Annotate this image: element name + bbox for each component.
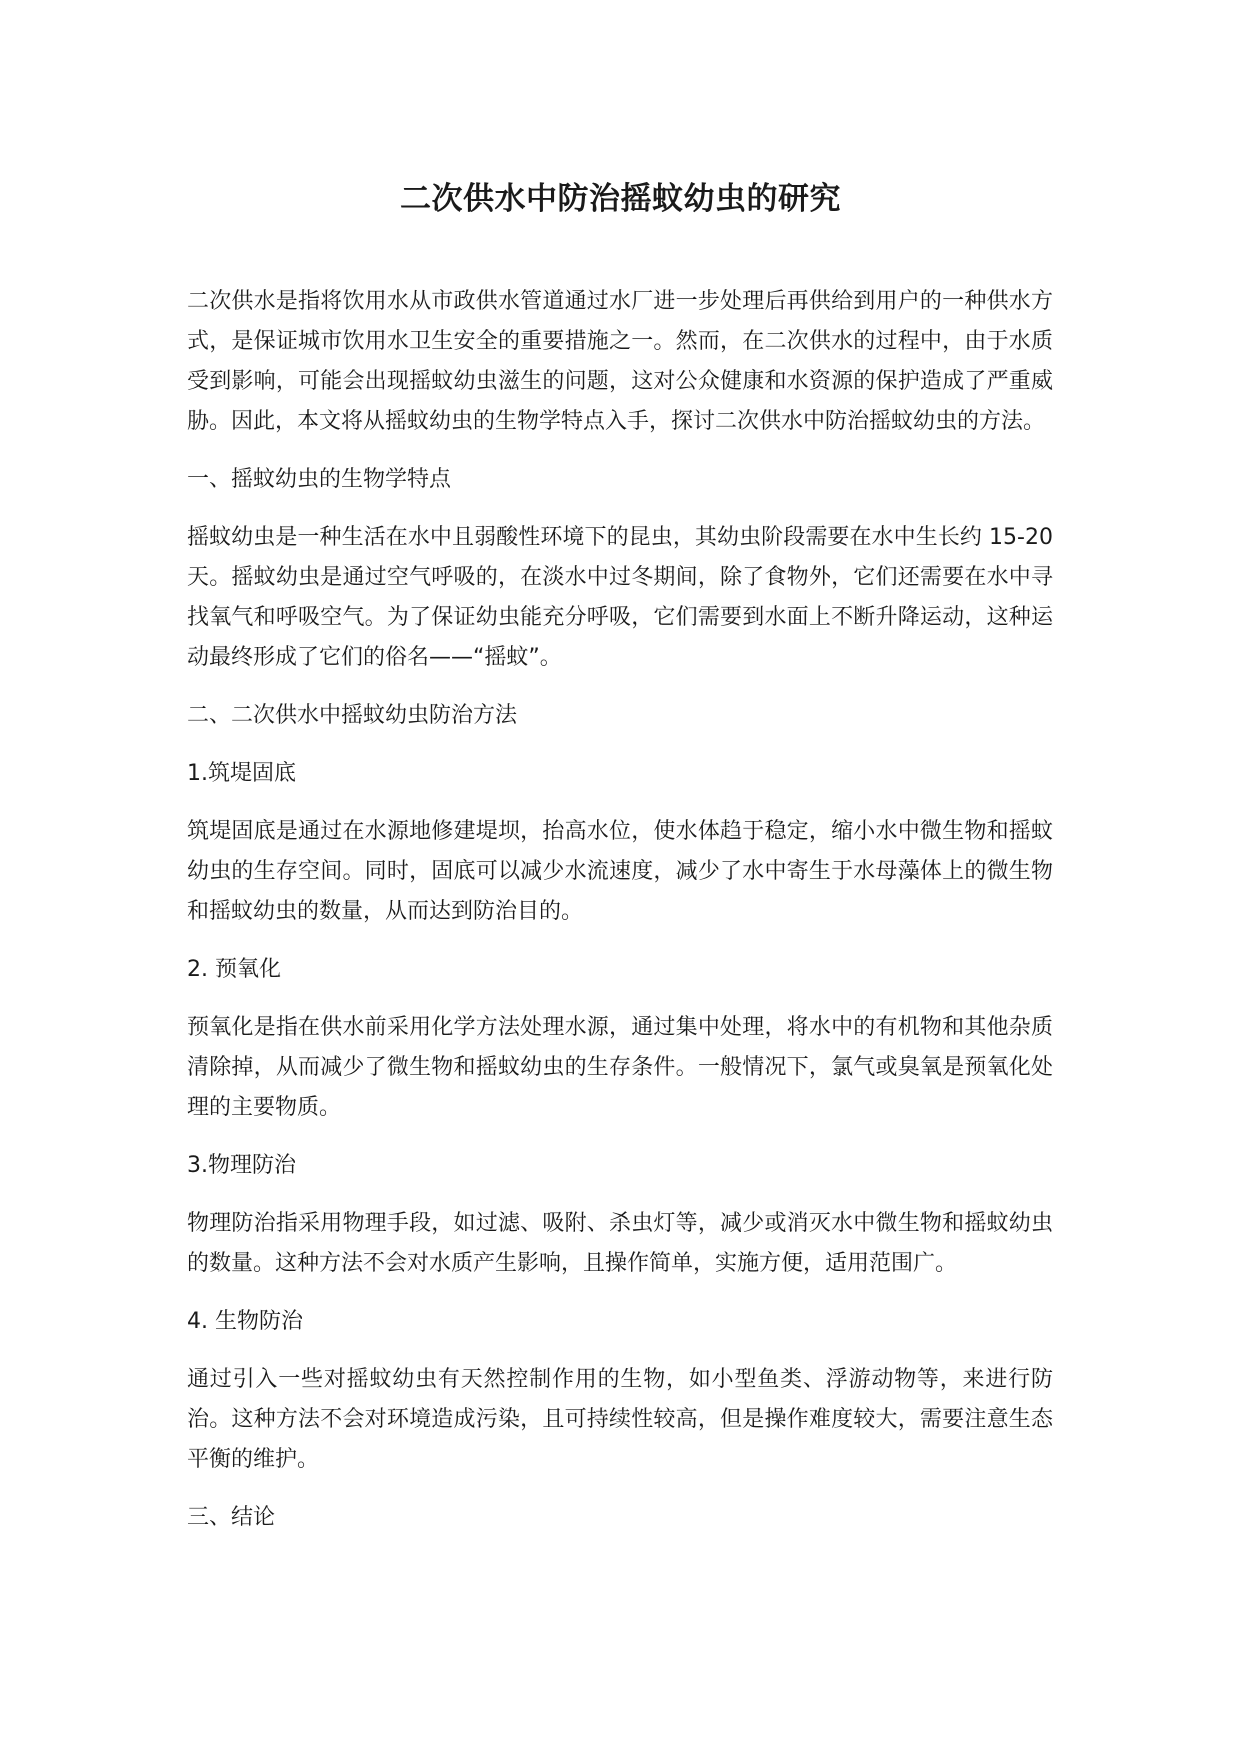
section-heading-conclusion: 三、结论 bbox=[187, 1505, 276, 1530]
document-title: 二次供水中防治摇蚊幼虫的研究 bbox=[400, 181, 841, 217]
method-heading-preoxidation: 2. 预氧化 bbox=[187, 957, 281, 982]
intro-paragraph: 二次供水是指将饮用水从市政供水管道通过水厂进一步处理后再供给到用户的一种供水方式，是保证城市饮用水卫生安全的重要措施之一。然而，在二次供水的过程中，由于水质受到影响，可能会出现摇蚊幼虫滋生的问题，这对公众健康和水资源的保护造成了严重威胁。因此，本文将从摇蚊幼虫的生物学特点入手，探讨二次供水中防治摇蚊幼虫的方法。 bbox=[187, 289, 1053, 434]
document-body bbox=[187, 282, 1053, 1556]
method-heading-biological: 4. 生物防治 bbox=[187, 1309, 303, 1334]
biology-paragraph: 摇蚊幼虫是一种生活在水中且弱酸性环境下的昆虫，其幼虫阶段需要在水中生长约 15-20 天。摇蚊幼虫是通过空气呼吸的，在淡水中过冬期间，除了食物外，它们还需要在水中寻找氧气和呼吸空气。为了保证幼虫能充分呼吸，它们需要到水面上不断升降运动，这种运动最终形成了它们的俗名——“摇蚊”。 bbox=[187, 525, 1053, 670]
method-paragraph-preoxidation: 预氧化是指在供水前采用化学方法处理水源，通过集中处理，将水中的有机物和其他杂质清除掉，从而减少了微生物和摇蚊幼虫的生存条件。一般情况下，氯气或臭氧是预氧化处理的主要物质。 bbox=[187, 1015, 1053, 1120]
method-paragraph-physical: 物理防治指采用物理手段，如过滤、吸附、杀虫灯等，减少或消灭水中微生物和摇蚊幼虫的数量。这种方法不会对水质产生影响，且操作简单，实施方便，适用范围广。 bbox=[187, 1211, 1053, 1276]
method-heading-physical: 3.物理防治 bbox=[187, 1153, 296, 1178]
section-heading-methods: 二、二次供水中摇蚊幼虫防治方法 bbox=[187, 703, 518, 728]
method-paragraph-embankment: 筑堤固底是通过在水源地修建堤坝，抬高水位，使水体趋于稳定，缩小水中微生物和摇蚊幼虫的生存空间。同时，固底可以减少水流速度，减少了水中寄生于水母藻体上的微生物和摇蚊幼虫的数量，从而达到防治目的。 bbox=[187, 819, 1053, 924]
method-heading-embankment: 1.筑堤固底 bbox=[187, 761, 296, 786]
method-paragraph-biological: 通过引入一些对摇蚊幼虫有天然控制作用的生物，如小型鱼类、浮游动物等，来进行防治。这种方法不会对环境造成污染，且可持续性较高，但是操作难度较大，需要注意生态平衡的维护。 bbox=[187, 1367, 1053, 1472]
section-heading-biology: 一、摇蚊幼虫的生物学特点 bbox=[187, 467, 452, 492]
